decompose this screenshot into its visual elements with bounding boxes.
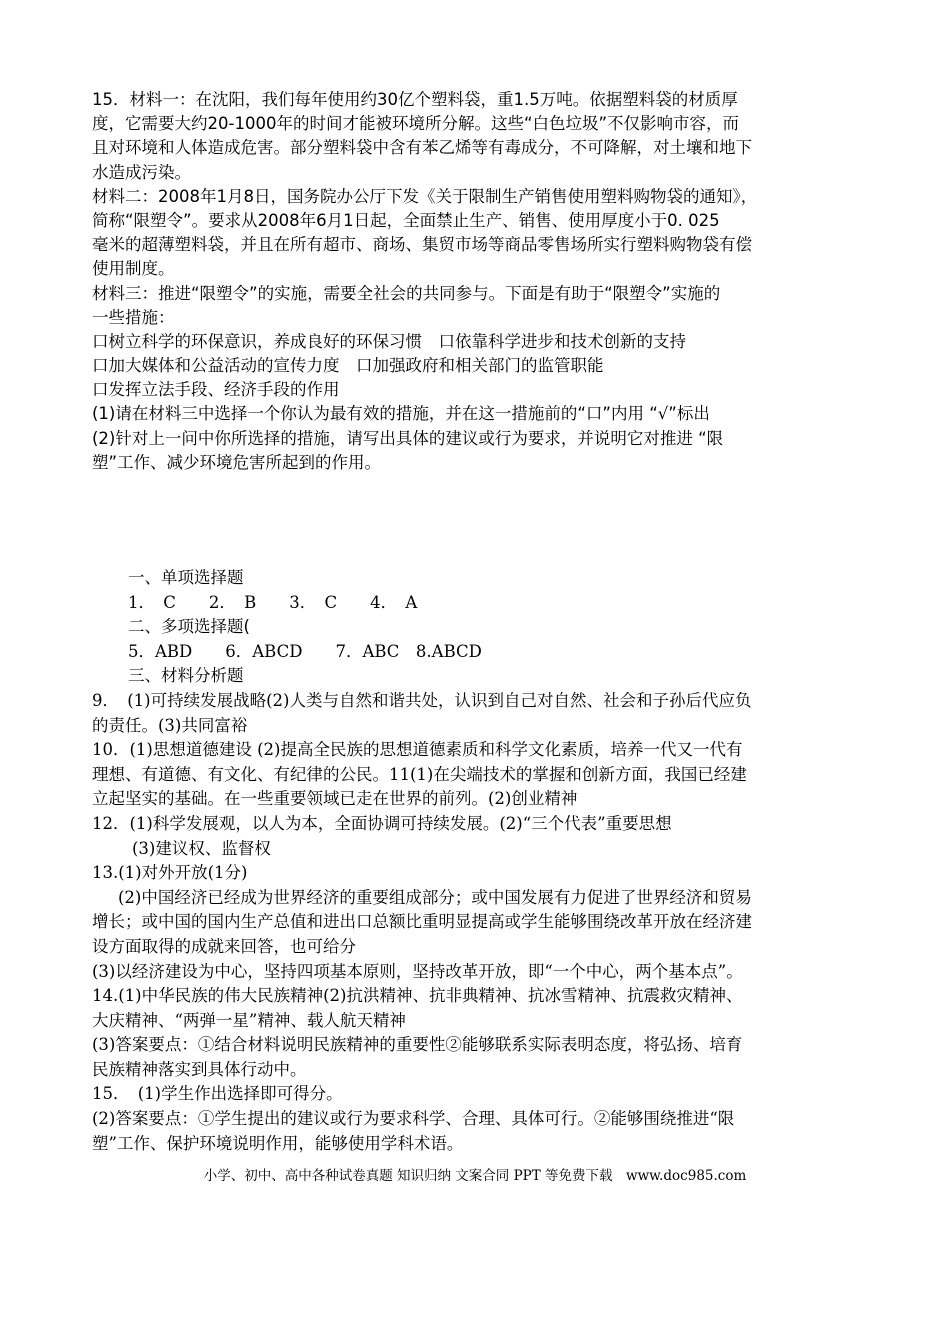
answer-line: 1． C 2． B 3． C 4． A bbox=[128, 592, 418, 612]
section-heading: 一、单项选择题 bbox=[128, 568, 244, 587]
answer-line: 15． (1)学生作出选择即可得分。 bbox=[92, 1084, 343, 1104]
answer-line: 9． (1)可持续发展战略(2)人类与自然和谐共处，认识到自己对自然、社会和子孙后代应负 bbox=[92, 690, 752, 710]
question-line: 15．材料一：在沈阳，我们每年使用约30亿个塑料袋，重1.5万吨。依据塑料袋的材质厚 bbox=[92, 90, 738, 109]
measure-option-line: 口发挥立法手段、经济手段的作用 bbox=[92, 380, 340, 400]
answer-line: 民族精神落实到具体行动中。 bbox=[92, 1059, 307, 1079]
question-line: 使用制度。 bbox=[92, 259, 175, 279]
question-line: 毫米的超薄塑料袋，并且在所有超市、商场、集贸市场等商品零售场所实行塑料购物袋有偿 bbox=[92, 235, 752, 255]
answer-line: (2)中国经济已经成为世界经济的重要组成部分；或中国发展有力促进了世界经济和贸易 bbox=[118, 887, 752, 907]
answer-line: 理想、有道德、有文化、有纪律的公民。11(1)在尖端技术的掌握和创新方面，我国已经建 bbox=[92, 764, 747, 784]
question-prompt-line: (2)针对上一问中你所选择的措施，请写出具体的建议或行为要求，并说明它对推进 “限 bbox=[92, 428, 724, 448]
question-prompt-line: 塑”工作、减少环境危害所起到的作用。 bbox=[92, 452, 382, 472]
question-line: 材料三：推进“限塑令”的实施，需要全社会的共同参与。下面是有助于“限塑令”实施的 bbox=[92, 283, 721, 303]
section-heading: 三、材料分析题 bbox=[128, 666, 244, 686]
answer-line: 10．(1)思想道德建设 (2)提高全民族的思想道德素质和科学文化素质，培养一代又一代有 bbox=[92, 740, 743, 760]
answer-line: (2)答案要点：①学生提出的建议或行为要求科学、合理、具体可行。②能够围绕推进“限 bbox=[92, 1109, 735, 1129]
answer-line: 的责任。(3)共同富裕 bbox=[92, 715, 248, 735]
answer-key-block bbox=[92, 566, 872, 1156]
page-footer: 小学、初中、高中各种试卷真题 知识归纳 文案合同 PPT 等免费下载 www.doc985.com bbox=[203, 1168, 747, 1184]
question-prompt-line: (1)请在材料三中选择一个你认为最有效的措施，并在这一措施前的“口”内用 “√”标出 bbox=[92, 404, 710, 424]
answer-line: 增长；或中国的国内生产总值和进出口总额比重明显提高或学生能够围绕改革开放在经济建 bbox=[92, 912, 752, 932]
answer-line: 大庆精神、“两弹一星”精神、载人航天精神 bbox=[92, 1010, 406, 1030]
question-line: 水造成污染。 bbox=[92, 162, 191, 182]
question-line: 一些措施： bbox=[92, 307, 175, 327]
question-line: 材料二：2008年1月8日，国务院办公厅下发《关于限制生产销售使用塑料购物袋的通知》， bbox=[92, 186, 758, 206]
question-line: 度，它需要大约20-1000年的时间才能被环境所分解。这些“白色垃圾”不仅影响市容，而 bbox=[92, 114, 740, 134]
answer-line: 12．(1)科学发展观，以人为本，全面协调可持续发展。(2)“三个代表”重要思想 bbox=[92, 813, 672, 833]
question-15-block bbox=[92, 88, 872, 475]
question-line: 且对环境和人体造成危害。部分塑料袋中含有苯乙烯等有毒成分，不可降解，对土壤和地下 bbox=[92, 138, 752, 158]
answer-line: 设方面取得的成就来回答，也可给分 bbox=[92, 936, 356, 956]
answer-line: (3)答案要点：①结合材料说明民族精神的重要性②能够联系实际表明态度，将弘扬、培育 bbox=[92, 1035, 743, 1055]
answer-line: 塑”工作、保护环境说明作用，能够使用学科术语。 bbox=[92, 1133, 464, 1153]
answer-line: (3)建议权、监督权 bbox=[132, 838, 271, 858]
answer-line: 14.(1)中华民族的伟大民族精神(2)抗洪精神、抗非典精神、抗冰雪精神、抗震救灾精神、 bbox=[92, 986, 743, 1006]
measure-option-line: 口树立科学的环保意识，养成良好的环保习惯 口依靠科学进步和技术创新的支持 bbox=[92, 331, 686, 351]
answer-line: 13.(1)对外开放(1分) bbox=[92, 863, 248, 883]
answer-line: 立起坚实的基础。在一些重要领域已走在世界的前列。(2)创业精神 bbox=[92, 789, 578, 809]
section-heading: 二、多项选择题( bbox=[128, 617, 250, 637]
answer-line: 5．ABD 6．ABCD 7．ABC 8.ABCD bbox=[128, 641, 482, 661]
question-line: 简称“限塑令”。要求从2008年6月1日起，全面禁止生产、销售、使用厚度小于0. 025 bbox=[92, 210, 720, 230]
answer-line: (3)以经济建设为中心，坚持四项基本原则，坚持改革开放，即“一个中心，两个基本点”。 bbox=[92, 961, 743, 981]
measure-option-line: 口加大媒体和公益活动的宣传力度 口加强政府和相关部门的监管职能 bbox=[92, 356, 604, 376]
